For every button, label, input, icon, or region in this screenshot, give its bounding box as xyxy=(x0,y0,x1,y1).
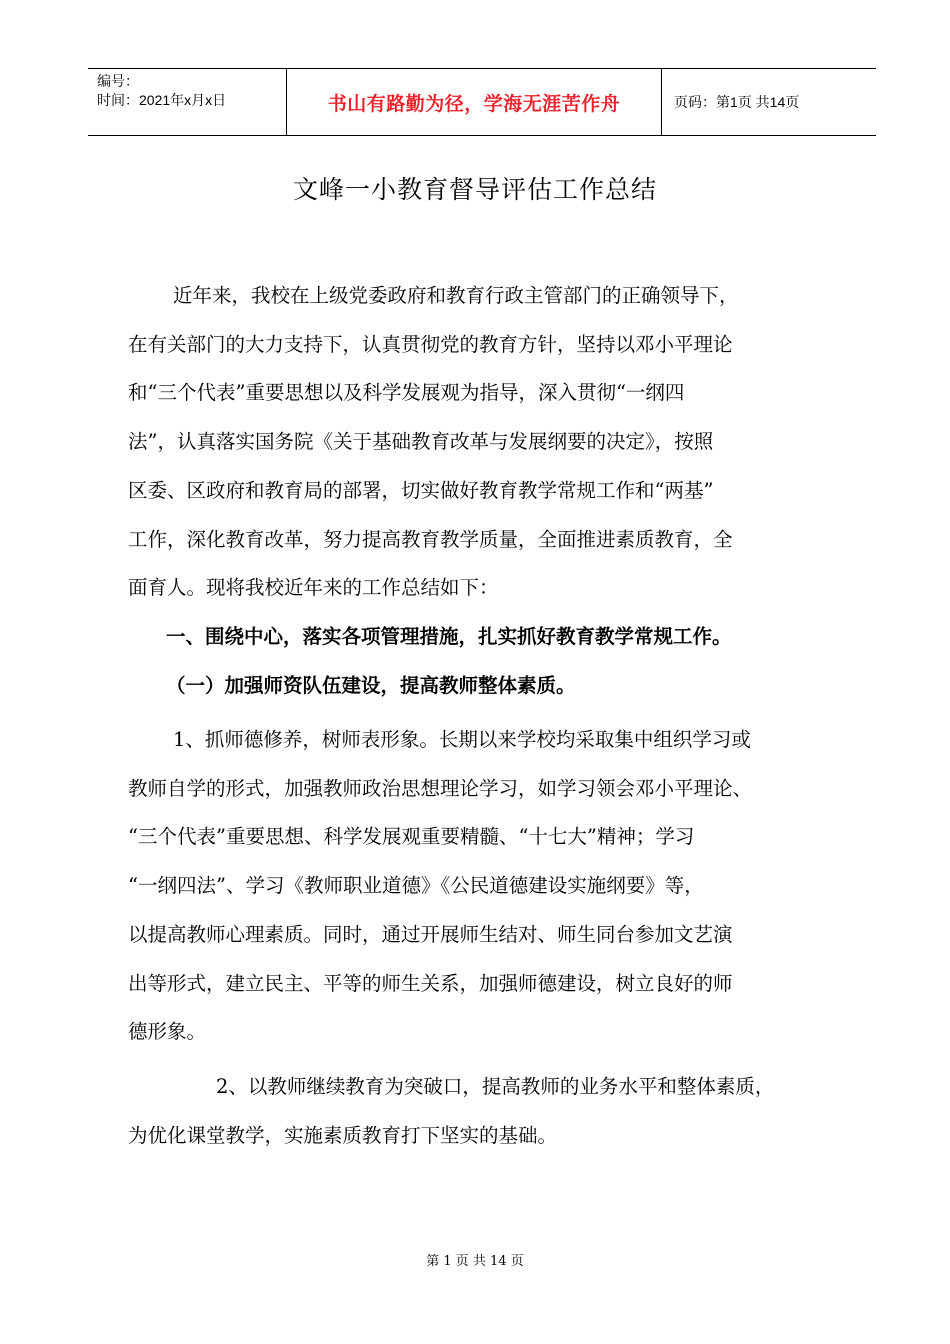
intro-line: 工作，深化教育改革，努力提高教育教学质量，全面推进素质教育，全 xyxy=(128,527,733,551)
item1-line: 教师自学的形式，加强教师政治思想理论学习，如学习领会邓小平理论、 xyxy=(128,776,753,800)
intro-line: 在有关部门的大力支持下，认真贯彻党的教育方针，坚持以邓小平理论 xyxy=(128,332,733,356)
intro-line: 法”，认真落实国务院《关于基础教育改革与发展纲要的决定》，按照 xyxy=(128,430,714,454)
item1-line: 出等形式，建立民主、平等的师生关系，加强师德建设，树立良好的师 xyxy=(128,971,733,995)
subsection1-heading: （一）加强师资队伍建设，提高教师整体素质。 xyxy=(166,673,576,697)
intro-paragraph xyxy=(128,272,828,613)
section1-heading: 一、围绕中心，落实各项管理措施，扎实抓好教育教学常规工作。 xyxy=(166,625,732,648)
item2-paragraph xyxy=(128,1063,828,1160)
item1-line: “一纲四法”、学习《教师职业道德》《公民道德建设实施纲要》等， xyxy=(128,874,704,898)
item1-line: 德形象。 xyxy=(128,1020,207,1044)
item2-line: 为优化课堂教学，实施素质教育打下坚实的基础。 xyxy=(128,1123,558,1147)
section-headings xyxy=(128,613,828,710)
intro-line: 近年来，我校在上级党委政府和教育行政主管部门的正确领导下， xyxy=(173,284,739,307)
item1-line: “三个代表”重要思想、科学发展观重要精髓、“十七大”精神；学习 xyxy=(128,825,695,849)
intro-line: 和“三个代表”重要思想以及科学发展观为指导，深入贯彻“一纲四 xyxy=(128,381,685,405)
intro-line: 区委、区政府和教育局的部署，切实做好教育教学常规工作和“两基” xyxy=(128,478,714,502)
page-footer: 第 1 页 共 14 页 xyxy=(426,1254,524,1269)
header-motto: 书山有路勤为径，学海无涯苦作舟 xyxy=(287,69,662,135)
header-page-label: 页码：第1页 共14页 xyxy=(674,94,800,110)
document-title: 文峰一小教育督导评估工作总结 xyxy=(292,175,657,204)
item1-paragraph xyxy=(128,716,828,1057)
item1-line: 以提高教师心理素质。同时，通过开展师生结对、师生同台参加文艺演 xyxy=(128,922,733,946)
time-label: 时间：2021年x月x日 xyxy=(97,92,227,108)
item1-line: 1、抓师德修养，树师表形象。长期以来学校均采取集中组织学习或 xyxy=(173,728,751,751)
header-table xyxy=(88,68,876,136)
item2-line: 2、以教师继续教育为突破口，提高教师的业务水平和整体素质， xyxy=(216,1075,775,1098)
number-label: 编号： xyxy=(97,73,139,89)
header-left-cell xyxy=(88,69,287,135)
intro-line: 面育人。现将我校近年来的工作总结如下： xyxy=(128,576,499,600)
